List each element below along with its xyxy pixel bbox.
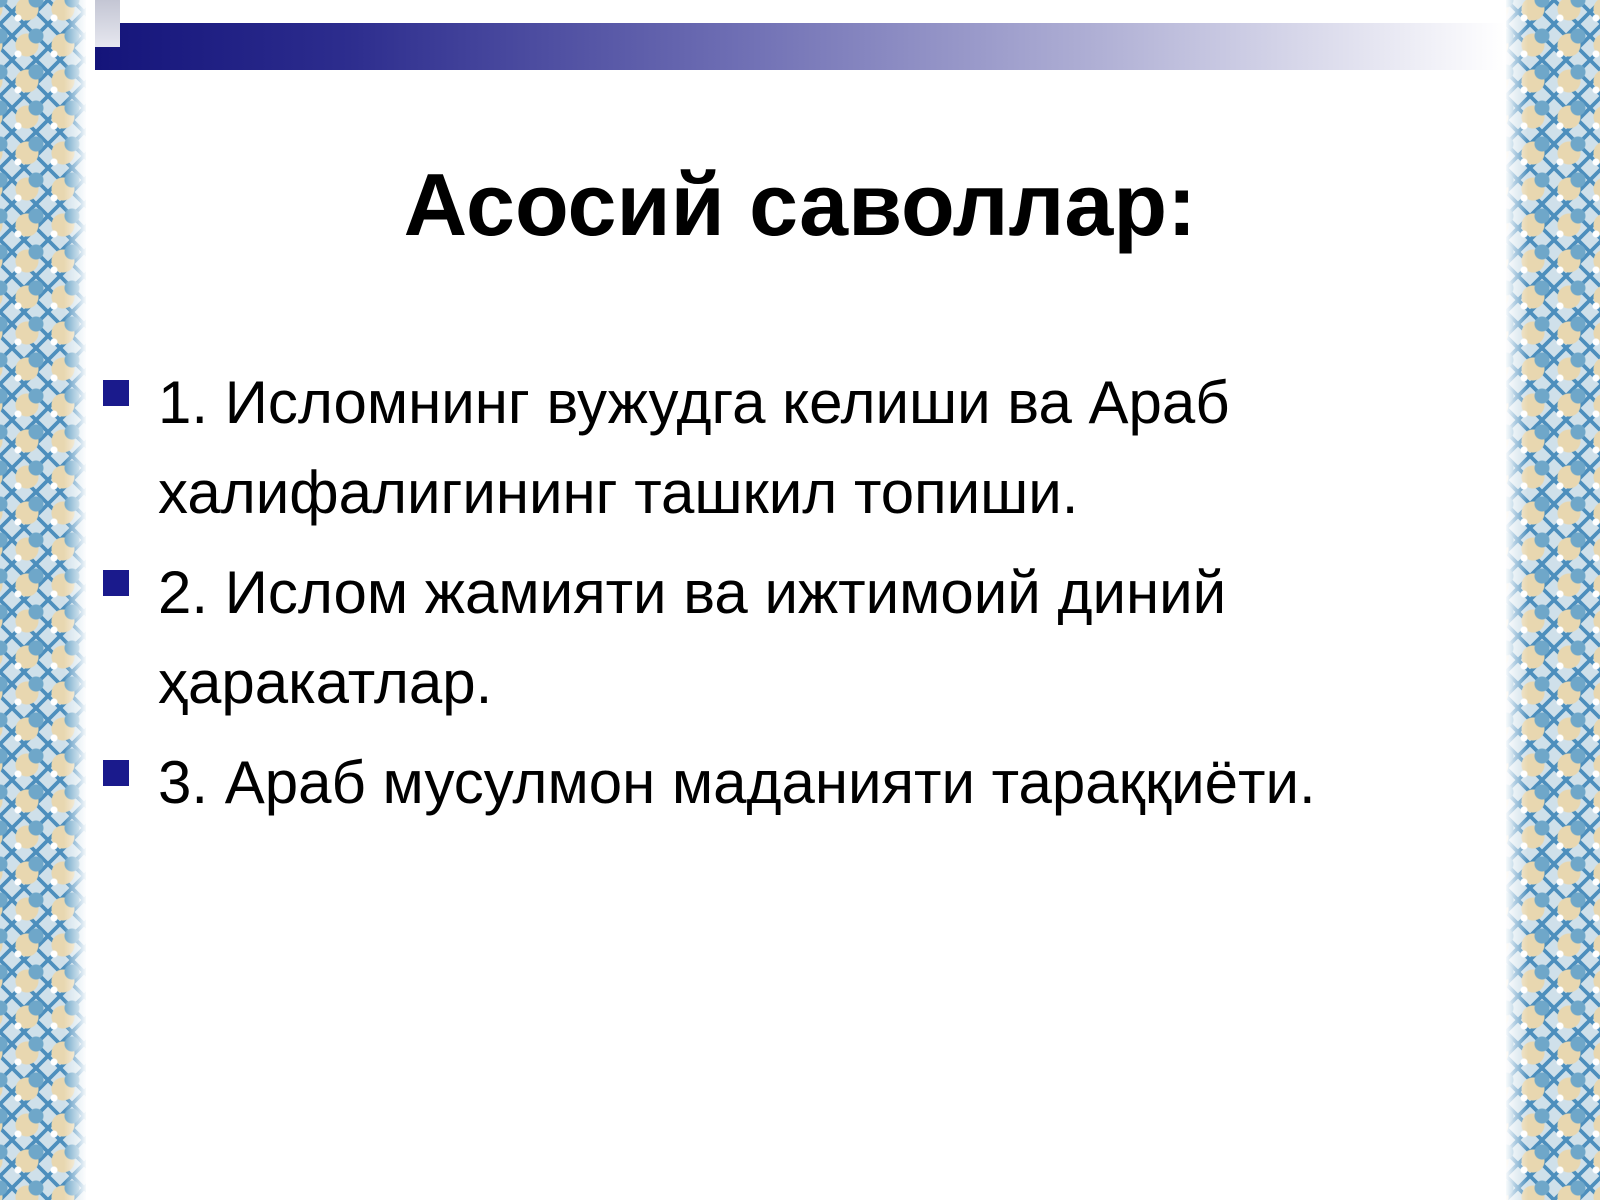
square-bullet-icon <box>103 570 129 596</box>
ornamental-border-right <box>1506 0 1600 1200</box>
ornamental-border-left <box>0 0 86 1200</box>
bullet-list <box>100 358 1500 838</box>
square-bullet-icon <box>103 380 129 406</box>
bullet-text: 2. Ислом жамияти ва ижтимоий диний ҳаракатлар. <box>158 559 1227 716</box>
title-bar-notch <box>95 0 120 47</box>
slide-title: Асосий саволлар: <box>403 155 1197 254</box>
list-item <box>100 738 1500 828</box>
title-gradient-bar <box>95 23 1505 70</box>
list-item <box>100 548 1500 728</box>
bullet-text: 1. Исломнинг вужудга келиши ва Араб халифалигининг ташкил топиши. <box>158 369 1230 526</box>
list-item <box>100 358 1500 538</box>
square-bullet-icon <box>103 760 129 786</box>
bullet-text: 3. Араб мусулмон маданияти тараққиёти. <box>158 749 1316 816</box>
